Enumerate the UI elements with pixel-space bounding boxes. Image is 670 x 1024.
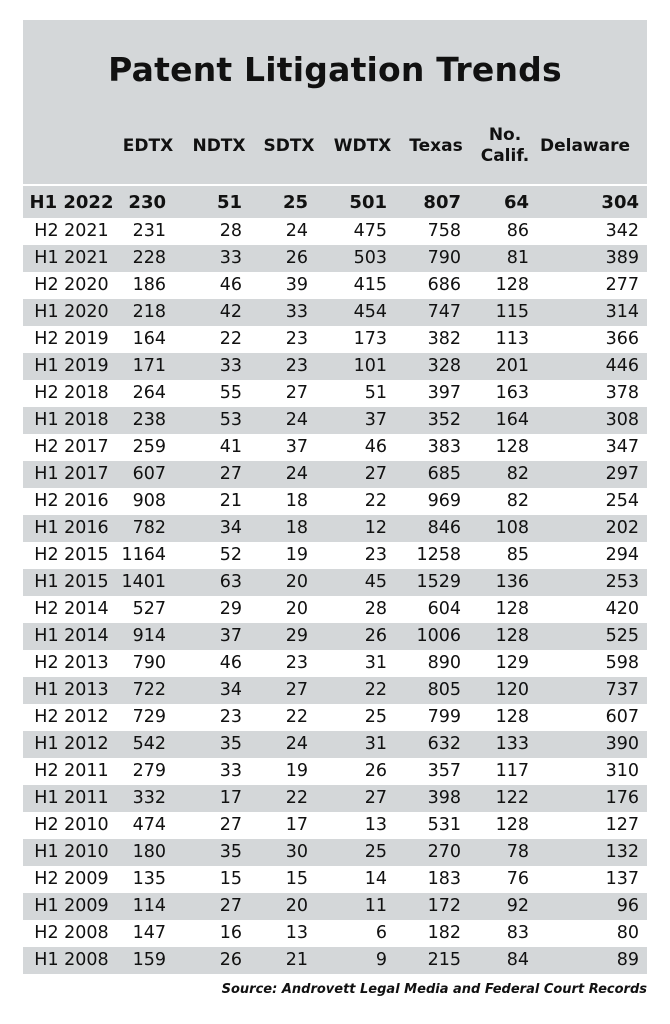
table-cell: 27 <box>324 785 401 812</box>
row-label: H1 2012 <box>23 731 120 758</box>
table-cell: 34 <box>184 515 254 542</box>
table-cell: 16 <box>219 923 242 943</box>
table-cell: 117 <box>495 761 529 781</box>
table-cell: 101 <box>324 353 401 380</box>
row-label: H1 2011 <box>23 785 120 812</box>
table-cell: 807 <box>401 186 471 218</box>
table-cell: 23 <box>219 707 242 727</box>
table-cell: 17 <box>285 815 308 835</box>
row-label: H1 2016 <box>23 515 120 542</box>
table-cell: 378 <box>605 383 639 403</box>
table-row <box>23 623 647 650</box>
table-cell: 22 <box>254 785 324 812</box>
row-label: H2 2009 <box>34 869 109 889</box>
table-row <box>23 326 647 353</box>
table-cell: 342 <box>605 221 639 241</box>
table-cell: 686 <box>427 275 461 295</box>
table-cell: 64 <box>471 186 539 218</box>
table-cell: 19 <box>285 761 308 781</box>
table-row <box>23 785 647 812</box>
table-cell: 78 <box>471 839 539 866</box>
table-cell: 632 <box>401 731 471 758</box>
table-cell: 26 <box>184 947 254 974</box>
table-cell: 218 <box>120 299 184 326</box>
table-cell: 264 <box>132 383 166 403</box>
table-cell: 46 <box>219 653 242 673</box>
table-row <box>23 947 647 974</box>
row-label: H2 2013 <box>34 653 109 673</box>
table-cell: 128 <box>495 437 529 457</box>
row-label: H1 2019 <box>23 353 120 380</box>
table-cell: 30 <box>254 839 324 866</box>
table-cell: 128 <box>495 599 529 619</box>
table-cell: 277 <box>605 275 639 295</box>
row-label: H1 2021 <box>23 245 120 272</box>
table-frame <box>23 20 647 974</box>
table-cell: 475 <box>353 221 387 241</box>
table-cell: 382 <box>427 329 461 349</box>
table-row <box>23 758 647 785</box>
table-cell: 35 <box>184 839 254 866</box>
table-cell: 63 <box>184 569 254 596</box>
table-row <box>23 488 647 515</box>
table-cell: 128 <box>471 623 539 650</box>
table-cell: 20 <box>254 569 324 596</box>
row-label: H2 2016 <box>34 491 109 511</box>
table-cell: 25 <box>324 839 401 866</box>
table-cell: 15 <box>285 869 308 889</box>
table-cell: 314 <box>539 299 647 326</box>
table-cell: 163 <box>495 383 529 403</box>
table-cell: 503 <box>324 245 401 272</box>
table-cell: 24 <box>254 407 324 434</box>
table-cell: 24 <box>285 221 308 241</box>
table-cell: 113 <box>495 329 529 349</box>
table-cell: 729 <box>132 707 166 727</box>
table-cell: 15 <box>219 869 242 889</box>
table-cell: 173 <box>353 329 387 349</box>
table-cell: 23 <box>254 353 324 380</box>
table-cell: 128 <box>495 275 529 295</box>
table-cell: 81 <box>471 245 539 272</box>
table-cell: 31 <box>364 653 387 673</box>
table-cell: 25 <box>254 186 324 218</box>
row-label: H2 2017 <box>34 437 109 457</box>
table-cell: 231 <box>132 221 166 241</box>
table-cell: 397 <box>427 383 461 403</box>
table-cell: 253 <box>539 569 647 596</box>
table-cell: 80 <box>616 923 639 943</box>
table-cell: 328 <box>401 353 471 380</box>
table-row <box>23 434 647 461</box>
table-cell: 415 <box>353 275 387 295</box>
table-cell: 37 <box>285 437 308 457</box>
row-label: H1 2010 <box>23 839 120 866</box>
table-cell: 164 <box>471 407 539 434</box>
table-cell: 390 <box>539 731 647 758</box>
table-cell: 604 <box>427 599 461 619</box>
table-cell: 6 <box>375 923 387 943</box>
table-cell: 23 <box>285 329 308 349</box>
table-cell: 45 <box>324 569 401 596</box>
table-cell: 297 <box>539 461 647 488</box>
table-cell: 133 <box>471 731 539 758</box>
table-cell: 13 <box>285 923 308 943</box>
table-cell: 799 <box>427 707 461 727</box>
table-cell: 9 <box>324 947 401 974</box>
table-cell: 26 <box>254 245 324 272</box>
table-cell: 310 <box>605 761 639 781</box>
row-label: H2 2015 <box>34 545 109 565</box>
table-cell: 83 <box>506 923 529 943</box>
row-label: H1 2018 <box>23 407 120 434</box>
table-cell: 128 <box>495 707 529 727</box>
table-cell: 52 <box>219 545 242 565</box>
table-cell: 279 <box>132 761 166 781</box>
row-label: H1 2009 <box>23 893 120 920</box>
table-cell: 96 <box>539 893 647 920</box>
row-label: H2 2008 <box>34 923 109 943</box>
table-cell: 22 <box>324 677 401 704</box>
row-label: H2 2010 <box>34 815 109 835</box>
column-header: Texas <box>409 135 463 156</box>
table-cell: 176 <box>539 785 647 812</box>
table-cell: 25 <box>364 707 387 727</box>
table-cell: 33 <box>184 245 254 272</box>
table-header <box>23 20 647 184</box>
table-row <box>23 596 647 623</box>
table-row <box>23 353 647 380</box>
table-cell: 685 <box>401 461 471 488</box>
table-cell: 398 <box>401 785 471 812</box>
row-label: H1 2013 <box>23 677 120 704</box>
row-label: H2 2014 <box>34 599 109 619</box>
table-cell: 454 <box>324 299 401 326</box>
table-row <box>23 677 647 704</box>
table-cell: 474 <box>132 815 166 835</box>
table-cell: 21 <box>219 491 242 511</box>
table-cell: 790 <box>401 245 471 272</box>
table-cell: 607 <box>120 461 184 488</box>
table-row <box>23 272 647 299</box>
column-header: EDTX <box>122 135 174 156</box>
table-cell: 135 <box>132 869 166 889</box>
table-row <box>23 812 647 839</box>
table-cell: 92 <box>471 893 539 920</box>
table-cell: 527 <box>132 599 166 619</box>
table-cell: 17 <box>184 785 254 812</box>
table-cell: 501 <box>324 186 401 218</box>
table-cell: 1164 <box>121 545 166 565</box>
table-cell: 531 <box>427 815 461 835</box>
table-cell: 84 <box>471 947 539 974</box>
table-cell: 42 <box>184 299 254 326</box>
table-cell: 37 <box>184 623 254 650</box>
table-cell: 41 <box>219 437 242 457</box>
table-row <box>23 650 647 677</box>
column-header: WDTX <box>333 135 392 156</box>
table-row <box>23 407 647 434</box>
column-header: Delaware <box>539 135 631 156</box>
table-cell: 308 <box>539 407 647 434</box>
table-row <box>23 569 647 596</box>
table-cell: 137 <box>605 869 639 889</box>
table-cell: 238 <box>120 407 184 434</box>
table-cell: 722 <box>120 677 184 704</box>
table-row <box>23 515 647 542</box>
table-cell: 132 <box>539 839 647 866</box>
row-label: H2 2020 <box>34 275 109 295</box>
table-row <box>23 920 647 947</box>
table-cell: 13 <box>364 815 387 835</box>
table-cell: 28 <box>364 599 387 619</box>
chart-title: Patent Litigation Trends <box>108 50 562 89</box>
table-cell: 24 <box>254 731 324 758</box>
table-cell: 180 <box>120 839 184 866</box>
row-label: H1 2017 <box>23 461 120 488</box>
table-cell: 26 <box>364 761 387 781</box>
table-cell: 1258 <box>416 545 461 565</box>
table-cell: 352 <box>401 407 471 434</box>
table-cell: 20 <box>285 599 308 619</box>
row-label: H1 2008 <box>23 947 120 974</box>
source-note: Source: Androvett Legal Media and Federal Court Records <box>221 982 647 997</box>
table-row <box>23 380 647 407</box>
table-cell: 215 <box>401 947 471 974</box>
table-cell: 201 <box>471 353 539 380</box>
table-cell: 607 <box>605 707 639 727</box>
table-cell: 26 <box>324 623 401 650</box>
table-cell: 46 <box>364 437 387 457</box>
table-cell: 51 <box>364 383 387 403</box>
table-cell: 18 <box>254 515 324 542</box>
table-cell: 22 <box>364 491 387 511</box>
table-cell: 332 <box>120 785 184 812</box>
table-cell: 21 <box>254 947 324 974</box>
table-cell: 29 <box>219 599 242 619</box>
table-cell: 46 <box>219 275 242 295</box>
table-cell: 27 <box>184 893 254 920</box>
table-cell: 357 <box>427 761 461 781</box>
table-cell: 805 <box>401 677 471 704</box>
table-cell: 127 <box>605 815 639 835</box>
table-cell: 164 <box>132 329 166 349</box>
row-label: H2 2018 <box>34 383 109 403</box>
table-cell: 758 <box>427 221 461 241</box>
table-cell: 228 <box>120 245 184 272</box>
table-cell: 85 <box>506 545 529 565</box>
table-cell: 420 <box>605 599 639 619</box>
table-cell: 914 <box>120 623 184 650</box>
table-cell: 18 <box>285 491 308 511</box>
column-header: NDTX <box>192 135 246 156</box>
table-cell: 128 <box>495 815 529 835</box>
table-cell: 22 <box>285 707 308 727</box>
row-label: H1 2015 <box>23 569 120 596</box>
table-cell: 747 <box>401 299 471 326</box>
table-cell: 55 <box>219 383 242 403</box>
table-cell: 122 <box>471 785 539 812</box>
table-cell: 33 <box>219 761 242 781</box>
table-cell: 27 <box>324 461 401 488</box>
table-cell: 33 <box>184 353 254 380</box>
table-row <box>23 461 647 488</box>
table-cell: 24 <box>254 461 324 488</box>
row-label: H2 2012 <box>34 707 109 727</box>
table-cell: 172 <box>401 893 471 920</box>
table-cell: 12 <box>324 515 401 542</box>
table-cell: 29 <box>254 623 324 650</box>
table-cell: 20 <box>254 893 324 920</box>
table-cell: 171 <box>120 353 184 380</box>
table-row <box>23 218 647 245</box>
table-cell: 27 <box>254 677 324 704</box>
table-row <box>23 542 647 569</box>
table-cell: 366 <box>605 329 639 349</box>
table-cell: 136 <box>471 569 539 596</box>
column-header: No. Calif. <box>480 125 530 166</box>
row-label: H2 2011 <box>34 761 109 781</box>
table-cell: 28 <box>219 221 242 241</box>
table-cell: 598 <box>605 653 639 673</box>
table-cell: 33 <box>254 299 324 326</box>
table-cell: 53 <box>184 407 254 434</box>
table-cell: 37 <box>324 407 401 434</box>
table-cell: 790 <box>132 653 166 673</box>
row-label: H1 2022 <box>23 186 120 218</box>
table-cell: 270 <box>401 839 471 866</box>
table-cell: 27 <box>285 383 308 403</box>
table-cell: 147 <box>132 923 166 943</box>
table-cell: 846 <box>401 515 471 542</box>
table-row <box>23 893 647 920</box>
table-cell: 120 <box>471 677 539 704</box>
table-cell: 86 <box>506 221 529 241</box>
table-cell: 186 <box>132 275 166 295</box>
table-cell: 76 <box>506 869 529 889</box>
row-label: H2 2021 <box>34 221 109 241</box>
table-row <box>23 245 647 272</box>
table-cell: 389 <box>539 245 647 272</box>
row-label: H1 2014 <box>23 623 120 650</box>
table-cell: 182 <box>427 923 461 943</box>
row-label: H2 2019 <box>34 329 109 349</box>
table-cell: 23 <box>285 653 308 673</box>
table-cell: 35 <box>184 731 254 758</box>
table-cell: 446 <box>539 353 647 380</box>
table-cell: 347 <box>605 437 639 457</box>
table-cell: 1529 <box>401 569 471 596</box>
table-cell: 890 <box>427 653 461 673</box>
table-cell: 542 <box>120 731 184 758</box>
table-cell: 82 <box>506 491 529 511</box>
table-row <box>23 704 647 731</box>
column-header: SDTX <box>263 135 315 156</box>
table-cell: 27 <box>219 815 242 835</box>
table-cell: 14 <box>364 869 387 889</box>
data-table <box>23 186 647 974</box>
table-cell: 31 <box>324 731 401 758</box>
table-cell: 19 <box>285 545 308 565</box>
table-row <box>23 839 647 866</box>
table-cell: 39 <box>285 275 308 295</box>
table-cell: 108 <box>471 515 539 542</box>
table-cell: 525 <box>539 623 647 650</box>
table-cell: 51 <box>184 186 254 218</box>
table-cell: 1006 <box>401 623 471 650</box>
table-cell: 383 <box>427 437 461 457</box>
table-cell: 114 <box>120 893 184 920</box>
table-cell: 22 <box>219 329 242 349</box>
table-cell: 129 <box>495 653 529 673</box>
table-cell: 159 <box>120 947 184 974</box>
table-cell: 969 <box>427 491 461 511</box>
table-cell: 82 <box>471 461 539 488</box>
table-row <box>23 866 647 893</box>
table-cell: 230 <box>120 186 184 218</box>
table-row <box>23 299 647 326</box>
table-cell: 11 <box>324 893 401 920</box>
table-cell: 23 <box>364 545 387 565</box>
table-cell: 782 <box>120 515 184 542</box>
table-cell: 89 <box>539 947 647 974</box>
table-cell: 304 <box>539 186 647 218</box>
table-cell: 202 <box>539 515 647 542</box>
table-cell: 115 <box>471 299 539 326</box>
table-cell: 1401 <box>120 569 184 596</box>
row-label: H1 2020 <box>23 299 120 326</box>
table-cell: 294 <box>605 545 639 565</box>
table-row <box>23 731 647 758</box>
table-cell: 254 <box>605 491 639 511</box>
table-cell: 908 <box>132 491 166 511</box>
table-cell: 259 <box>132 437 166 457</box>
table-cell: 34 <box>184 677 254 704</box>
table-row <box>23 186 647 218</box>
table-cell: 183 <box>427 869 461 889</box>
table-cell: 27 <box>184 461 254 488</box>
table-cell: 737 <box>539 677 647 704</box>
